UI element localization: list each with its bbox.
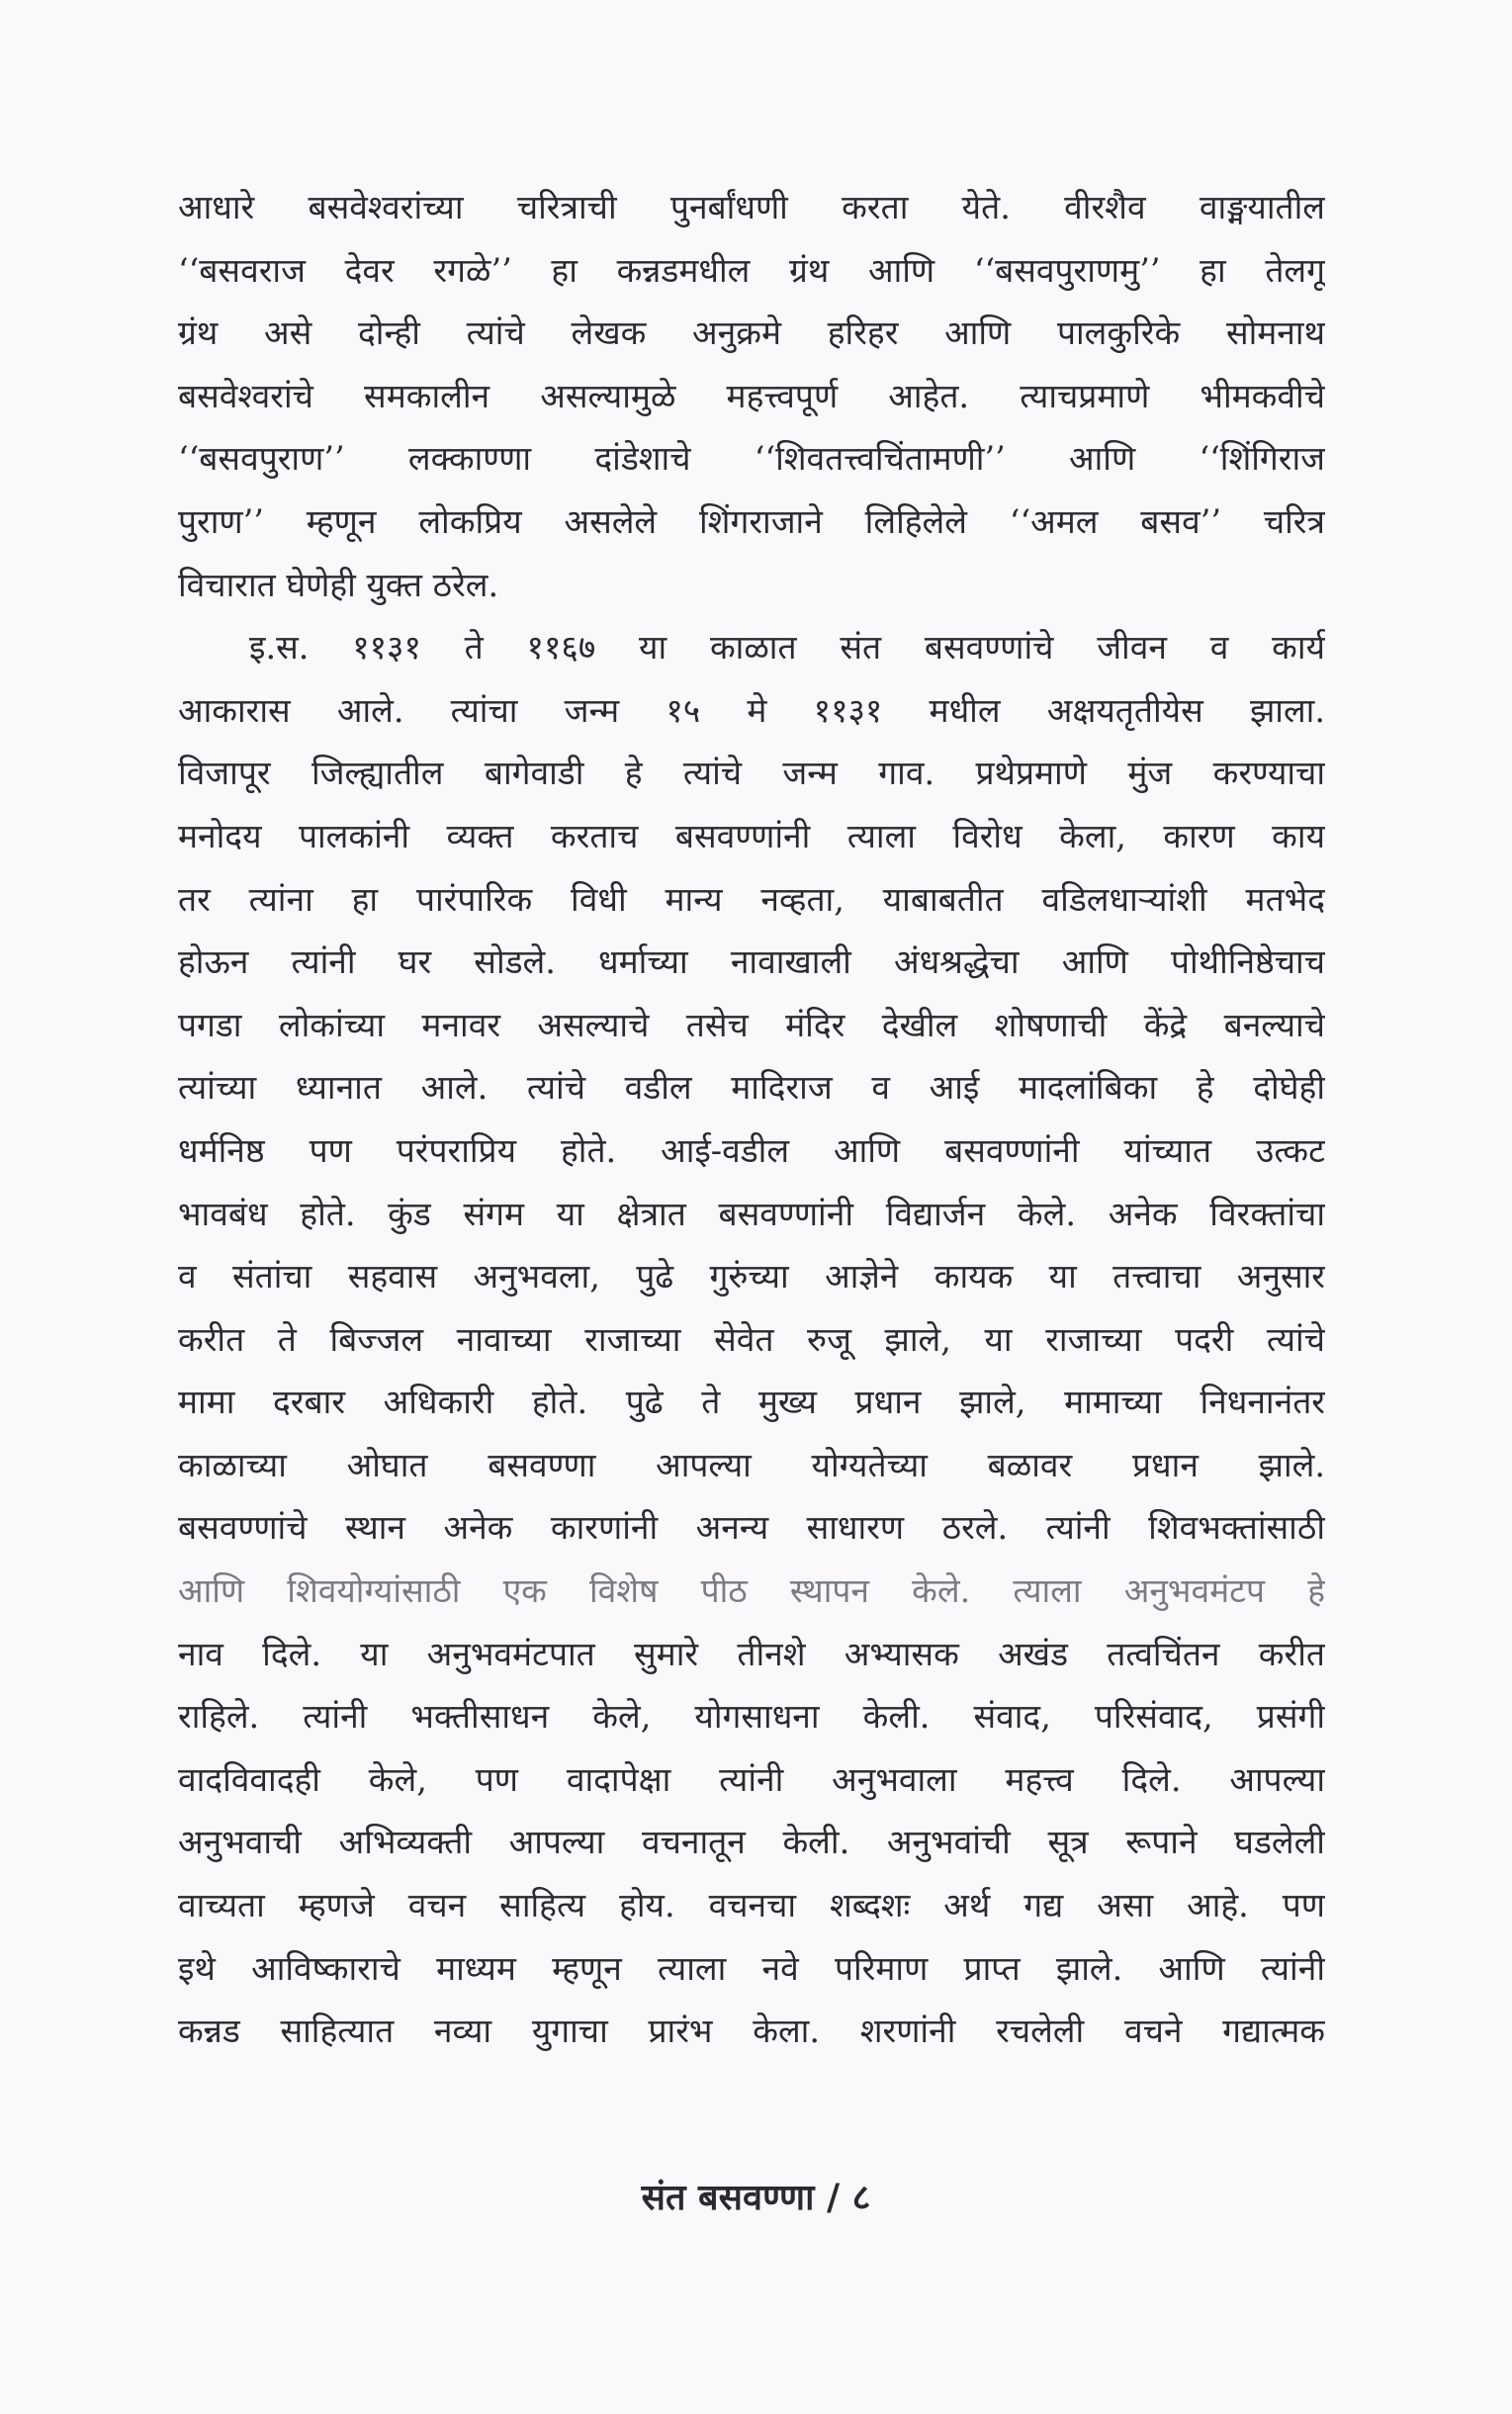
text-line: भावबंध होते. कुंड संगम या क्षेत्रात बसवण्णांनी विद्यार्जन केले. अनेक विरक्तांचा [178, 1194, 1325, 1233]
text-line: धर्मनिष्ठ पण परंपराप्रिय होते. आई-वडील आणि बसवण्णांनी यांच्यात उत्कट [178, 1130, 1325, 1170]
text-line: काळाच्या ओघात बसवण्णा आपल्या योग्यतेच्या बळावर प्रधान झाले. [178, 1445, 1325, 1484]
text-line: तर त्यांना हा पारंपारिक विधी मान्य नव्हता, याबाबतीत वडिलधाऱ्यांशी मतभेद [178, 879, 1325, 919]
text-line: आणि शिवयोग्यांसाठी एक विशेष पीठ स्थापन केले. त्याला अनुभवमंटप हे [178, 1571, 1325, 1611]
page-footer [0, 2172, 1512, 2220]
text-line: कन्नड साहित्यात नव्या युगाचा प्रारंभ केला. शरणांनी रचलेली वचने गद्यात्मक [178, 2012, 1325, 2051]
running-title: संत बसवण्णा / ८ [641, 2177, 871, 2218]
text-line: पुराण’’ म्हणून लोकप्रिय असलेले शिंगराजाने लिहिलेले ‘‘अमल बसव’’ चरित्र [178, 501, 1325, 541]
text-line: ग्रंथ असे दोन्ही त्यांचे लेखक अनुक्रमे हरिहर आणि पालकुरिके सोमनाथ [178, 313, 1325, 353]
text-line: वाच्यता म्हणजे वचन साहित्य होय. वचनचा शब्दशः अर्थ गद्य असा आहे. पण [178, 1886, 1325, 1925]
text-line: ‘‘बसवराज देवर रगळे’’ हा कन्नडमधील ग्रंथ आणि ‘‘बसवपुराणमु’’ हा तेलगू [178, 250, 1325, 290]
text-line: आकारास आले. त्यांचा जन्म १५ मे ११३१ मधील अक्षयतृतीयेस झाला. [178, 690, 1325, 730]
text-line: व संतांचा सहवास अनुभवला, पुढे गुरुंच्या आज्ञेने कायक या तत्त्वाचा अनुसार [178, 1257, 1325, 1296]
text-line: ‘‘बसवपुराण’’ लक्काण्णा दांडेशाचे ‘‘शिवतत्त्वचिंतामणी’’ आणि ‘‘शिंगिराज [178, 439, 1325, 479]
text-line: इ.स. ११३१ ते ११६७ या काळात संत बसवण्णांचे जीवन व कार्य [249, 628, 1325, 668]
text-line: बसवेश्वरांचे समकालीन असल्यामुळे महत्त्वपूर्ण आहेत. त्याचप्रमाणे भीमकवीचे [178, 376, 1325, 415]
body-text [178, 176, 1325, 2063]
text-line: आधारे बसवेश्वरांच्या चरित्राची पुनर्बांधणी करता येते. वीरशैव वाङ्मयातील [178, 188, 1325, 226]
text-line: बसवण्णांचे स्थान अनेक कारणांनी अनन्य साधारण ठरले. त्यांनी शिवभक्तांसाठी [178, 1508, 1325, 1548]
text-line: राहिले. त्यांनी भक्तीसाधन केले, योगसाधना केली. संवाद, परिसंवाद, प्रसंगी [178, 1697, 1325, 1737]
text-line: इथे आविष्काराचे माध्यम म्हणून त्याला नवे परिमाण प्राप्त झाले. आणि त्यांनी [178, 1948, 1325, 1988]
text-line: मामा दरबार अधिकारी होते. पुढे ते मुख्य प्रधान झाले, मामाच्या निधनानंतर [178, 1383, 1325, 1422]
text-line: नाव दिले. या अनुभवमंटपात सुमारे तीनशे अभ्यासक अखंड तत्वचिंतन करीत [178, 1634, 1325, 1673]
paragraph-2 [178, 616, 1325, 2063]
text-line: पगडा लोकांच्या मनावर असल्याचे तसेच मंदिर देखील शोषणाची केंद्रे बनल्याचे [178, 1005, 1325, 1044]
text-line: अनुभवाची अभिव्यक्ती आपल्या वचनातून केली. अनुभवांची सूत्र रूपाने घडलेली [178, 1823, 1325, 1862]
text-line: विजापूर जिल्ह्यातील बागेवाडी हे त्यांचे जन्म गाव. प्रथेप्रमाणे मुंज करण्याचा [178, 754, 1325, 793]
paragraph-1 [178, 176, 1325, 616]
text-line: त्यांच्या ध्यानात आले. त्यांचे वडील मादिराज व आई मादलांबिका हे दोघेही [178, 1068, 1325, 1108]
text-line: वादविवादही केले, पण वादापेक्षा त्यांनी अनुभवाला महत्त्व दिले. आपल्या [178, 1759, 1325, 1799]
text-line: होऊन त्यांनी घर सोडले. धर्माच्या नावाखाली अंधश्रद्धेचा आणि पोथीनिष्ठेचाच [178, 942, 1325, 982]
text-line: करीत ते बिज्जल नावाच्या राजाच्या सेवेत रुजू झाले, या राजाच्या पदरी त्यांचे [178, 1319, 1325, 1359]
text-line: मनोदय पालकांनी व्यक्त करताच बसवण्णांनी त्याला विरोध केला, कारण काय [178, 816, 1325, 855]
text-line: विचारात घेणेही युक्त ठरेल. [178, 565, 499, 604]
